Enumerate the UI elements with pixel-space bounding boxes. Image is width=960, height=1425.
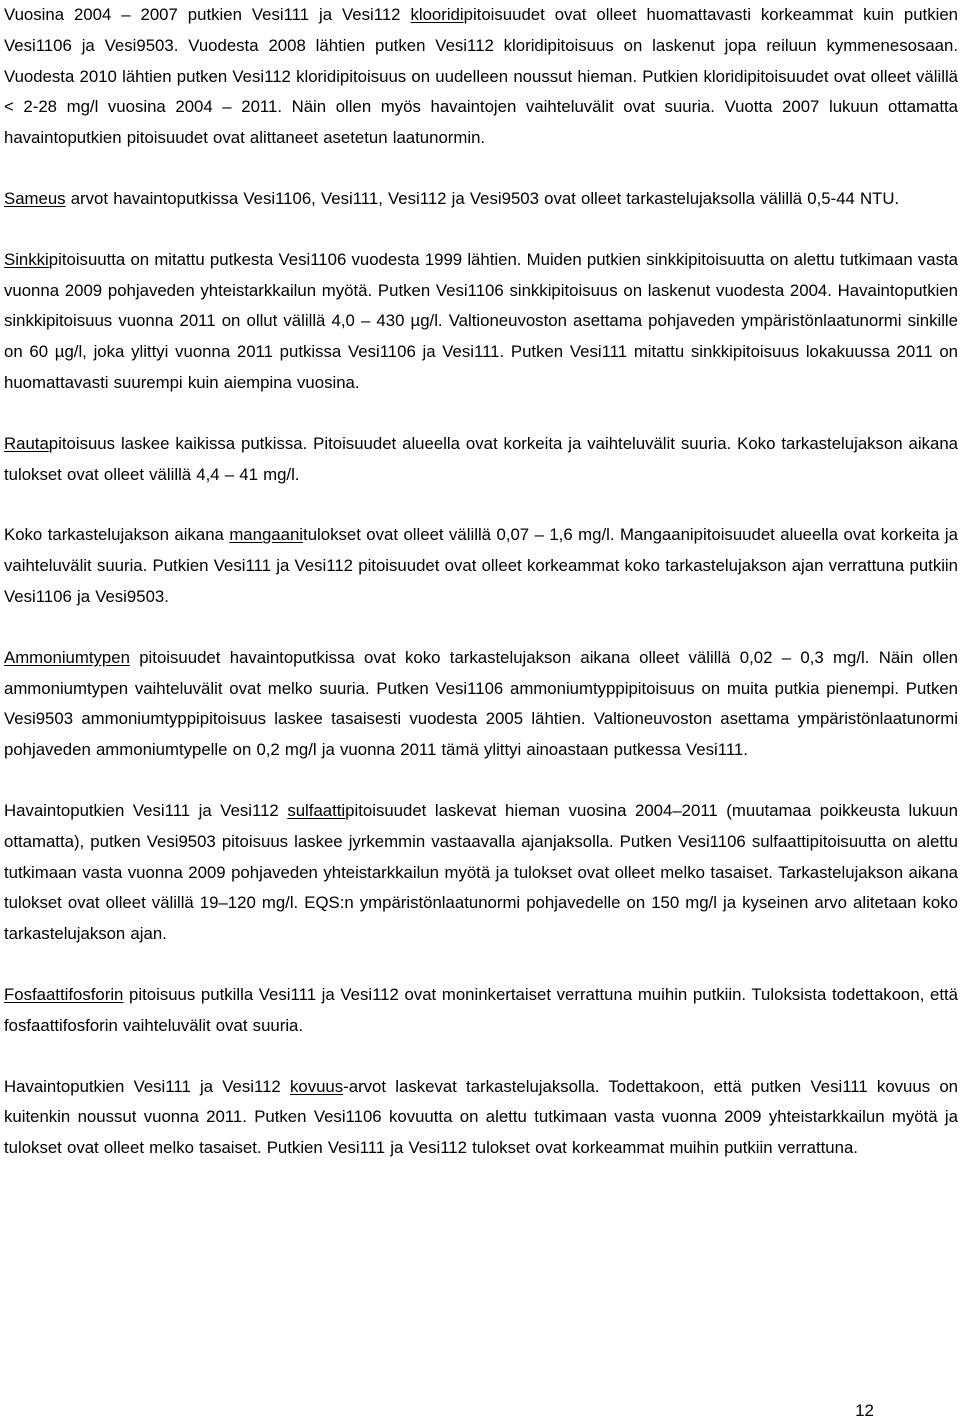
text-segment: tulokset ovat olleet välillä 0,07 – 1,6 mg/l. Mangaanipitoisuudet alueella ovat korkeita ja vaihteluvälit suuria. Putkien Vesi111 ja Vesi112 pitoisuudet ovat olleet korkeammat koko tarkastelujakson ajan verrattuna putkiin Vesi1106 ja Vesi9503.: [4, 525, 958, 606]
text-segment: Havaintoputkien Vesi111 ja Vesi112: [4, 800, 288, 820]
paragraph-sulfaatti: [4, 796, 958, 950]
keyword-mangaani: mangaani: [229, 525, 304, 545]
page-number: 12: [855, 1401, 874, 1420]
text-segment: Vuosina 2004 – 2007 putkien Vesi111 ja Vesi112: [4, 5, 411, 24]
paragraph-fosfaattifosfori: [4, 980, 958, 1042]
keyword-kloridi: klooridi: [410, 5, 464, 24]
text-segment: -arvot laskevat tarkastelujaksolla. Todettakoon, että putken Vesi111 kovuus on kuitenkin noussut vuonna 2011. Putken Vesi1106 kovuutta on alettu tutkimaan vasta vuonna 2009 yhteistarkkailun myötä ja tulokset ovat olleet melko tasaiset. Putkien Vesi111 ja Vesi112 tulokset ovat korkeammat muihin putkiin verrattuna.: [4, 1076, 958, 1158]
text-segment: Koko tarkastelujakson aikana: [4, 525, 230, 545]
keyword-sulfaatti: sulfaatti: [287, 800, 346, 820]
paragraph-sinkki: [4, 245, 958, 399]
paragraph-kovuus: [4, 1072, 958, 1164]
paragraph-kloridi: [4, 0, 958, 154]
text-segment: pitoisuudet laskevat hieman vuosina 2004–2011 (muutamaa poikkeusta lukuun ottamatta), putken Vesi9503 pitoisuus laskee jyrkemmin vastaavalla ajanjaksolla. Putken Vesi1106 sulfaattipitoisuutta on alettu tutkimaan vasta vuonna 2009 pohjaveden yhteistarkkailun myötä ja tulokset ovat olleet melko tasaiset. Tarkastelujakson aikana tulokset ovat olleet välillä 19–120 mg/l. EQS:n ympäristönlaatunormi pohjavedelle on 150 mg/l ja kyseinen arvo alitetaan koko tarkastelujakson ajan.: [4, 800, 958, 944]
paragraph-sameus: [4, 184, 958, 215]
keyword-ammoniumtyppi: Ammoniumtypen: [4, 647, 130, 667]
keyword-sinkki: Sinkki: [4, 249, 49, 269]
text-segment: pitoisuus laskee kaikissa putkissa. Pitoisuudet alueella ovat korkeita ja vaihteluvälit suuria. Koko tarkastelujakson aikana tulokset ovat olleet välillä 4,4 – 41 mg/l.: [4, 433, 958, 484]
text-segment: arvot havaintoputkissa Vesi1106, Vesi111, Vesi112 ja Vesi9503 ovat olleet tarkastelujaksolla välillä 0,5-44 NTU.: [65, 188, 900, 208]
text-segment: Havaintoputkien Vesi111 ja Vesi112: [4, 1076, 290, 1096]
text-segment: pitoisuudet ovat olleet huomattavasti korkeammat kuin putkien Vesi1106 ja Vesi9503. Vuodesta 2008 lähtien putken Vesi112 kloridipitoisuus on laskenut jopa reiluun kymmenesosaan. Vuodesta 2010 lähtien putken Vesi112 kloridipitoisuus on uudelleen noussut hieman. Putkien kloridipitoisuudet ovat olleet välillä < 2-28 mg/l vuosina 2004 – 2011. Näin ollen myös havaintojen vaihteluvälit ovat suuria. Vuotta 2007 lukuun ottamatta havaintoputkien pitoisuudet ovat alittaneet asetetun laatunormin.: [4, 5, 958, 148]
keyword-rauta: Rauta: [4, 433, 49, 453]
text-segment: pitoisuus putkilla Vesi111 ja Vesi112 ovat moninkertaiset verrattuna muihin putkiin. Tuloksista todettakoon, että fosfaattifosforin vaihteluvälit ovat suuria.: [4, 984, 958, 1035]
paragraph-mangaani: [4, 520, 958, 612]
text-segment: pitoisuutta on mitattu putkesta Vesi1106 vuodesta 1999 lähtien. Muiden putkien sinkkipitoisuutta on alettu tutkimaan vasta vuonna 2009 pohjaveden yhteistarkkailun myötä. Putken Vesi1106 sinkkipitoisuus on laskenut vuodesta 2004. Havaintoputkien sinkkipitoisuus vuonna 2011 on ollut välillä 4,0 – 430 µg/l. Valtioneuvoston asettama pohjaveden ympäristönlaatunormi sinkille on 60 µg/l, joka ylittyi vuonna 2011 putkissa Vesi1106 ja Vesi111. Putken Vesi111 mitattu sinkkipitoisuus lokakuussa 2011 on huomattavasti suurempi kuin aiempina vuosina.: [4, 249, 958, 392]
keyword-sameus: Sameus: [4, 188, 66, 208]
text-segment: pitoisuudet havaintoputkissa ovat koko tarkastelujakson aikana olleet välillä 0,02 – 0,3 mg/l. Näin ollen ammoniumtypen vaihteluvälit ovat melko suuria. Putken Vesi1106 ammoniumtyppipitoisuus on muita putkia pienempi. Putken Vesi9503 ammoniumtyppipitoisuus laskee tasaisesti vuodesta 2005 lähtien. Valtioneuvoston asettama ympäristönlaatunormi pohjaveden ammoniumtypelle on 0,2 mg/l ja vuonna 2011 tämä ylittyi ainoastaan putkessa Vesi111.: [4, 647, 958, 760]
keyword-kovuus: kovuus: [289, 1076, 344, 1096]
paragraph-ammoniumtyppi: [4, 643, 958, 766]
paragraph-rauta: [4, 429, 958, 491]
keyword-fosfaattifosfori: Fosfaattifosforin: [4, 984, 124, 1004]
document-page: [4, 0, 958, 1164]
